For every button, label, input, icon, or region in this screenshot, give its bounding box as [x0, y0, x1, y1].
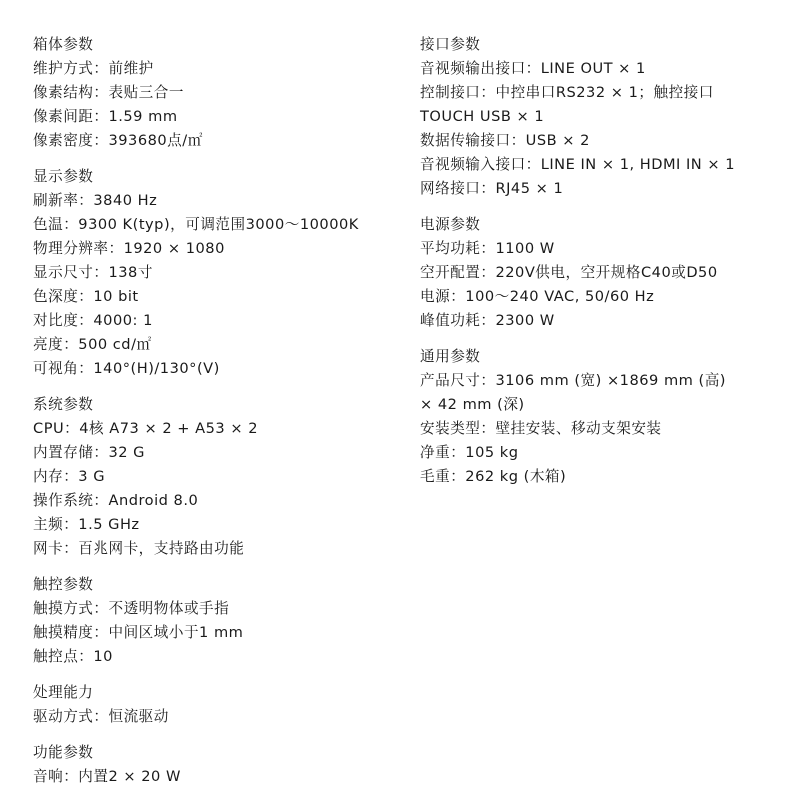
spec-line: 控制接口：中控串口RS232 × 1；触控接口	[420, 84, 714, 101]
section-heading: 触控参数	[33, 576, 94, 593]
spec-line: 像素结构：表贴三合一	[33, 84, 184, 101]
spec-line: 安装类型：壁挂安装、移动支架安装	[420, 420, 662, 437]
spec-section-processing	[33, 681, 413, 729]
spec-line: 显示尺寸：138寸	[33, 264, 153, 281]
spec-line: 网络接口：RJ45 × 1	[420, 180, 564, 197]
section-heading: 电源参数	[420, 216, 481, 233]
spec-line: 维护方式：前维护	[33, 60, 154, 77]
spec-section-touch	[33, 573, 413, 669]
spec-line: 可视角：140°(H)/130°(V)	[33, 360, 220, 377]
section-heading: 通用参数	[420, 348, 481, 365]
section-heading: 处理能力	[33, 684, 94, 701]
spec-line: 内置存储：32 G	[33, 444, 145, 461]
spec-column-left	[33, 33, 413, 801]
spec-line: 毛重：262 kg (木箱)	[420, 468, 567, 485]
spec-section-cabinet	[33, 33, 413, 153]
spec-section-display	[33, 165, 413, 381]
spec-line: 数据传输接口：USB × 2	[420, 132, 590, 149]
spec-line: 触摸方式：不透明物体或手指	[33, 600, 230, 617]
spec-line: 像素密度：393680点/㎡	[33, 132, 203, 149]
spec-line: 驱动方式：恒流驱动	[33, 708, 169, 725]
spec-line: 产品尺寸：3106 mm (宽) ×1869 mm (高)	[420, 372, 726, 389]
section-heading: 接口参数	[420, 36, 481, 53]
spec-line: 空开配置：220V供电，空开规格C40或D50	[420, 264, 718, 281]
spec-section-power	[420, 213, 795, 333]
spec-line: 音视频输出接口：LINE OUT × 1	[420, 60, 646, 77]
spec-line: 音响：内置2 × 20 W	[33, 768, 181, 785]
spec-line: 色温：9300 K(typ)，可调范围3000～10000K	[33, 216, 359, 233]
section-heading: 功能参数	[33, 744, 94, 761]
spec-line: 物理分辨率：1920 × 1080	[33, 240, 225, 257]
spec-line: 亮度：500 cd/㎡	[33, 336, 152, 353]
spec-section-general	[420, 345, 795, 489]
spec-line: 刷新率：3840 Hz	[33, 192, 158, 209]
section-heading: 显示参数	[33, 168, 94, 185]
spec-line: 净重：105 kg	[420, 444, 519, 461]
spec-line: TOUCH USB × 1	[420, 108, 545, 125]
section-heading: 箱体参数	[33, 36, 94, 53]
spec-line: 触摸精度：中间区域小于1 mm	[33, 624, 244, 641]
spec-line: 峰值功耗：2300 W	[420, 312, 555, 329]
spec-section-interface	[420, 33, 795, 201]
spec-line: 色深度：10 bit	[33, 288, 139, 305]
spec-line: 操作系统：Android 8.0	[33, 492, 199, 509]
spec-line: 平均功耗：1100 W	[420, 240, 555, 257]
spec-line: 像素间距：1.59 mm	[33, 108, 178, 125]
spec-line: 网卡：百兆网卡，支持路由功能	[33, 540, 245, 557]
spec-line: 内存：3 G	[33, 468, 106, 485]
spec-line: 对比度：4000: 1	[33, 312, 153, 329]
spec-line: 触控点：10	[33, 648, 113, 665]
spec-line: 电源：100～240 VAC, 50/60 Hz	[420, 288, 655, 305]
spec-line: CPU：4核 A73 × 2 + A53 × 2	[33, 420, 258, 437]
spec-line: × 42 mm (深)	[420, 396, 525, 413]
section-heading: 系统参数	[33, 396, 94, 413]
spec-section-system	[33, 393, 413, 561]
spec-line: 音视频输入接口：LINE IN × 1, HDMI IN × 1	[420, 156, 736, 173]
spec-line: 主频：1.5 GHz	[33, 516, 140, 533]
spec-column-right	[420, 33, 795, 501]
spec-section-function	[33, 741, 413, 789]
